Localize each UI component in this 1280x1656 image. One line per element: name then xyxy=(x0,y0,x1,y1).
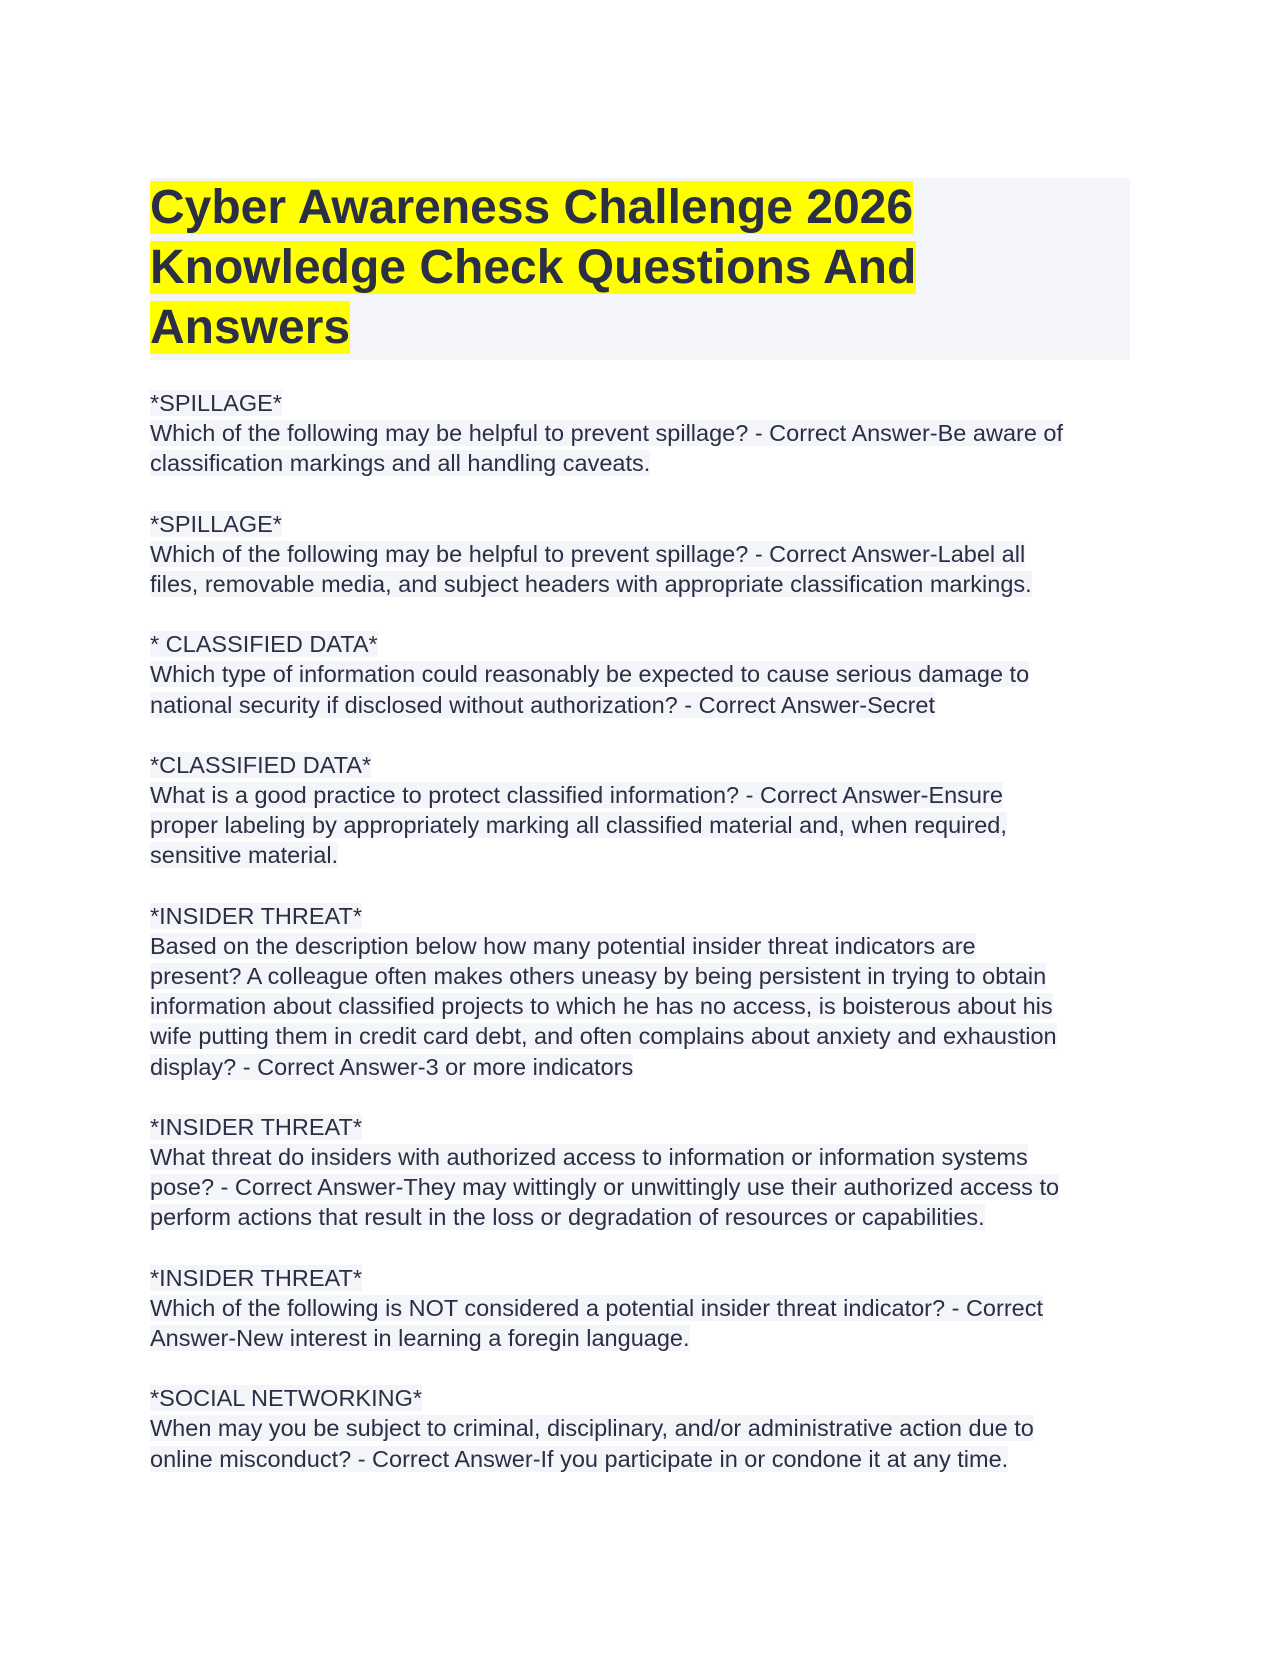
qa-category xyxy=(150,509,1130,539)
title-line: Answers xyxy=(150,301,351,354)
qa-text: Which of the following may be helpful to prevent spillage? - Correct Answer-Label all xyxy=(150,540,1026,567)
qa-text: national security if disclosed without authorization? - Correct Answer-Secret xyxy=(150,691,936,718)
qa-text: wife putting them in credit card debt, and often complains about anxiety and exhaustion xyxy=(150,1023,1057,1050)
qa-text-line xyxy=(150,539,1130,569)
document-title xyxy=(150,178,1130,358)
qa-text-line xyxy=(150,418,1130,448)
qa-text: What threat do insiders with authorized access to information or information systems xyxy=(150,1144,1028,1171)
qa-item xyxy=(150,629,1130,720)
title-line: Knowledge Check Questions And xyxy=(150,241,917,294)
qa-text: online misconduct? - Correct Answer-If you participate in or condone it at any time. xyxy=(150,1445,1009,1472)
qa-category-text: *CLASSIFIED DATA* xyxy=(150,751,372,778)
document-page xyxy=(150,178,1130,1504)
qa-text-line xyxy=(150,569,1130,599)
qa-category xyxy=(150,1112,1130,1142)
qa-text: display? - Correct Answer-3 or more indicators xyxy=(150,1053,634,1080)
qa-text: Answer-New interest in learning a foregin language. xyxy=(150,1325,690,1352)
qa-text-line xyxy=(150,931,1130,961)
qa-text: proper labeling by appropriately marking all classified material and, when required, xyxy=(150,812,1007,839)
qa-text-line xyxy=(150,1323,1130,1353)
qa-text-line xyxy=(150,1444,1130,1474)
title-block xyxy=(150,178,1130,360)
qa-text: information about classified projects to which he has no access, is boisterous about his xyxy=(150,993,1053,1020)
qa-category-text: *SOCIAL NETWORKING* xyxy=(150,1385,423,1412)
title-line: Cyber Awareness Challenge 2026 xyxy=(150,181,914,234)
qa-text-line xyxy=(150,1172,1130,1202)
qa-text: Based on the description below how many potential insider threat indicators are xyxy=(150,932,976,959)
qa-text-line xyxy=(150,690,1130,720)
qa-text-line xyxy=(150,1413,1130,1443)
qa-text-line xyxy=(150,991,1130,1021)
qa-text-line xyxy=(150,1142,1130,1172)
qa-text: pose? - Correct Answer-They may wittingly or unwittingly use their authorized access to xyxy=(150,1174,1060,1201)
qa-category-text: * CLASSIFIED DATA* xyxy=(150,631,378,658)
qa-category xyxy=(150,750,1130,780)
qa-category xyxy=(150,1263,1130,1293)
qa-category-text: *INSIDER THREAT* xyxy=(150,1264,362,1291)
qa-item xyxy=(150,1383,1130,1474)
qa-text: Which of the following may be helpful to prevent spillage? - Correct Answer-Be aware of xyxy=(150,420,1064,447)
qa-category xyxy=(150,901,1130,931)
qa-category xyxy=(150,388,1130,418)
qa-text-line xyxy=(150,961,1130,991)
qa-text-line xyxy=(150,810,1130,840)
qa-text: sensitive material. xyxy=(150,842,339,869)
qa-text: perform actions that result in the loss or degradation of resources or capabilities. xyxy=(150,1204,985,1231)
qa-item xyxy=(150,1263,1130,1354)
qa-text-line xyxy=(150,1202,1130,1232)
qa-text-line xyxy=(150,659,1130,689)
qa-category xyxy=(150,1383,1130,1413)
qa-text: present? A colleague often makes others uneasy by being persistent in trying to obtain xyxy=(150,963,1047,990)
qa-text: When may you be subject to criminal, disciplinary, and/or administrative action due to xyxy=(150,1415,1034,1442)
qa-category-text: *INSIDER THREAT* xyxy=(150,1113,362,1140)
qa-category xyxy=(150,629,1130,659)
qa-item xyxy=(150,388,1130,479)
qa-category-text: *SPILLAGE* xyxy=(150,510,282,537)
qa-text: What is a good practice to protect classified information? - Correct Answer-Ensure xyxy=(150,782,1003,809)
qa-text-line xyxy=(150,840,1130,870)
qa-item xyxy=(150,750,1130,871)
qa-list xyxy=(150,388,1130,1474)
qa-category-text: *INSIDER THREAT* xyxy=(150,902,362,929)
qa-text-line xyxy=(150,1052,1130,1082)
qa-text: Which type of information could reasonably be expected to cause serious damage to xyxy=(150,661,1030,688)
qa-category-text: *SPILLAGE* xyxy=(150,390,282,416)
qa-text-line xyxy=(150,448,1130,478)
qa-text: Which of the following is NOT considered a potential insider threat indicator? - Correct xyxy=(150,1294,1043,1321)
qa-text: files, removable media, and subject headers with appropriate classification markings. xyxy=(150,571,1032,598)
qa-item xyxy=(150,901,1130,1082)
qa-item xyxy=(150,1112,1130,1233)
qa-item xyxy=(150,509,1130,600)
qa-text-line xyxy=(150,1293,1130,1323)
qa-text: classification markings and all handling caveats. xyxy=(150,450,651,477)
qa-text-line xyxy=(150,1021,1130,1051)
qa-text-line xyxy=(150,780,1130,810)
